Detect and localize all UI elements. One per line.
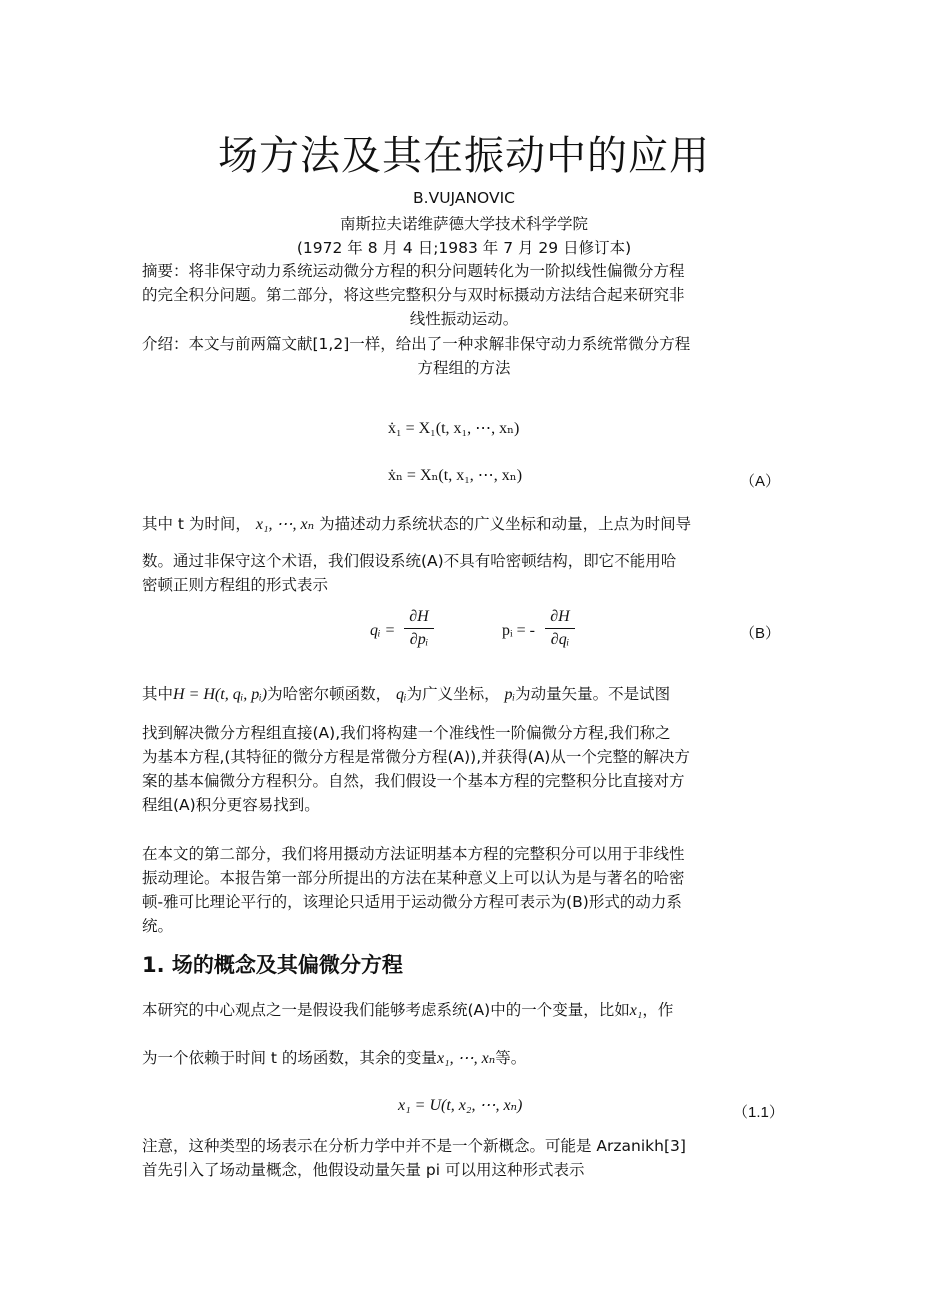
math-x1: x₁	[629, 1002, 643, 1019]
equation-1-1: x₁ = U(t, x₂, ⋯, xₙ)	[398, 1097, 523, 1114]
para2-line-5: 程组(A)积分更容易找到。	[142, 796, 320, 814]
math-x-vector: x₁, ⋯, xₙ	[255, 516, 315, 533]
para4-line-2: 为一个依赖于时间 t 的场函数，其余的变量x₁, ⋯, xₙ等。	[142, 1049, 527, 1067]
para1-line-3: 密顿正则方程组的形式表示	[142, 576, 329, 594]
para3-line-1: 在本文的第二部分，我们将用摄动方法证明基本方程的完整积分可以用于非线性	[142, 845, 685, 863]
para3-line-3: 顿-雅可比理论平行的，该理论只适用于运动微分方程可表示为(B)形式的动力系	[142, 893, 682, 911]
author: B.VUJANOVIC	[413, 189, 515, 207]
math-hamiltonian: H = H(t, qᵢ, pᵢ)	[173, 686, 268, 703]
math-x-list: x₁, ⋯, xₙ	[436, 1050, 496, 1067]
para3-line-4: 统。	[142, 917, 174, 935]
equation-b-p-lhs: pᵢ = -	[502, 622, 535, 639]
equation-1-1-label: （1.1）	[733, 1104, 784, 1121]
intro-line-2: 方程组的方法	[417, 359, 511, 377]
paper-title: 场方法及其在振动中的应用	[218, 133, 710, 179]
para2-line-3: 为基本方程,(其特征的微分方程是常微分方程(A)),并获得(A)从一个完整的解决方	[142, 748, 690, 766]
equation-b-q-fraction: ∂H ∂pᵢ	[404, 608, 434, 649]
para1-line-1: 其中 t 为时间， x₁, ⋯, xₙ 为描述动力系统状态的广义坐标和动量，上点为时间导	[142, 515, 692, 533]
intro-line-1: 介绍：本文与前两篇文献[1,2]一样，给出了一种求解非保守动力系统常微分方程	[142, 335, 691, 353]
dates: (1972 年 8 月 4 日;1983 年 7 月 29 日修订本)	[296, 239, 632, 257]
para2-line-4: 案的基本偏微分方程积分。自然，我们假设一个基本方程的完整积分比直接对方	[142, 772, 685, 790]
abstract-line-1: 摘要：将非保守动力系统运动微分方程的积分问题转化为一阶拟线性偏微分方程	[142, 262, 685, 280]
para4-line-1: 本研究的中心观点之一是假设我们能够考虑系统(A)中的一个变量，比如x₁，作	[142, 1001, 674, 1019]
equation-b-label: （B）	[740, 625, 781, 642]
para3-line-2: 振动理论。本报告第一部分所提出的方法在某种意义上可以认为是与著名的哈密	[142, 869, 685, 887]
section-1-heading: 1. 场的概念及其偏微分方程	[142, 953, 403, 977]
para2-line-1: 其中H = H(t, qᵢ, pᵢ)为哈密尔顿函数， qᵢ为广义坐标， pᵢ为动量矢量。不是试图	[142, 685, 671, 703]
para2-line-2: 找到解决微分方程组直接(A),我们将构建一个准线性一阶偏微分方程,我们称之	[142, 724, 671, 742]
abstract-line-3: 线性振动运动。	[409, 310, 519, 328]
equation-b-p-fraction: ∂H ∂qᵢ	[545, 608, 575, 649]
para1-line-2: 数。通过非保守这个术语，我们假设系统(A)不具有哈密顿结构，即它不能用哈	[142, 552, 677, 570]
equation-a-line-2: ẋₙ = Xₙ(t, x₁, ⋯, xₙ)	[388, 467, 523, 484]
equation-a-label: （A）	[740, 473, 781, 490]
abstract-line-2: 的完全积分问题。第二部分，将这些完整积分与双时标摄动方法结合起来研究非	[142, 286, 685, 304]
para5-line-1: 注意，这种类型的场表示在分析力学中并不是一个新概念。可能是 Arzanikh[3]	[142, 1137, 686, 1155]
equation-a-line-1: ẋ₁ = X₁(t, x₁, ⋯, xₙ)	[388, 420, 520, 437]
affiliation: 南斯拉夫诺维萨德大学技术科学学院	[339, 215, 588, 233]
math-q: qᵢ	[396, 686, 407, 703]
para5-line-2: 首先引入了场动量概念，他假设动量矢量 pi 可以用这种形式表示	[142, 1161, 585, 1179]
equation-b-q-lhs: qᵢ =	[370, 622, 396, 639]
math-p: pᵢ	[504, 686, 516, 703]
